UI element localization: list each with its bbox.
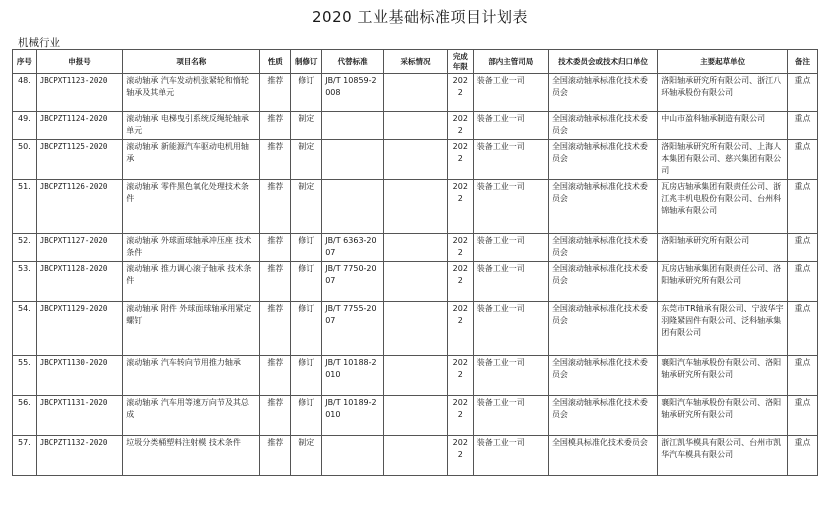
cell-revision: 制定 — [291, 112, 322, 140]
cell-replaced-standard — [322, 436, 384, 476]
cell-project-name: 滚动轴承 外球面球轴承冲压座 技术条件 — [123, 234, 260, 262]
cell-revision: 制定 — [291, 436, 322, 476]
cell-completion-year: 2022 — [447, 74, 473, 112]
cell-committee: 全国滚动轴承标准化技术委员会 — [548, 356, 657, 396]
cell-remarks: 重点 — [788, 436, 818, 476]
cell-adoption — [384, 112, 448, 140]
cell-replaced-standard: JB/T 7750-2007 — [322, 262, 384, 302]
cell-remarks: 重点 — [788, 302, 818, 356]
cell-index: 57. — [13, 436, 37, 476]
table-row — [13, 234, 818, 262]
cell-remarks: 重点 — [788, 112, 818, 140]
cell-remarks: 重点 — [788, 180, 818, 234]
cell-project-name: 垃圾分类桶塑料注射模 技术条件 — [123, 436, 260, 476]
cell-nature: 推荐 — [260, 396, 291, 436]
cell-nature: 推荐 — [260, 74, 291, 112]
cell-adoption — [384, 302, 448, 356]
cell-replaced-standard: JB/T 6363-2007 — [322, 234, 384, 262]
cell-replaced-standard — [322, 140, 384, 180]
cell-authority: 装备工业一司 — [473, 234, 548, 262]
cell-nature: 推荐 — [260, 180, 291, 234]
cell-remarks: 重点 — [788, 396, 818, 436]
cell-committee: 全国滚动轴承标准化技术委员会 — [548, 262, 657, 302]
header-remarks: 备注 — [788, 50, 818, 74]
cell-drafting-units: 浙江凯华模具有限公司、台州市凯华汽车模具有限公司 — [658, 436, 788, 476]
sector-label: 机械行业 — [18, 37, 60, 49]
cell-index: 53. — [13, 262, 37, 302]
cell-adoption — [384, 180, 448, 234]
cell-index: 54. — [13, 302, 37, 356]
cell-remarks: 重点 — [788, 262, 818, 302]
cell-nature: 推荐 — [260, 302, 291, 356]
cell-project-name: 滚动轴承 汽车转向节用推力轴承 — [123, 356, 260, 396]
cell-application-no: JBCPXT1131-2020 — [36, 396, 123, 436]
cell-authority: 装备工业一司 — [473, 396, 548, 436]
cell-application-no: JBCPXT1128-2020 — [36, 262, 123, 302]
cell-committee: 全国滚动轴承标准化技术委员会 — [548, 396, 657, 436]
cell-revision: 修订 — [291, 234, 322, 262]
cell-drafting-units: 洛阳轴承研究所有限公司 — [658, 234, 788, 262]
cell-adoption — [384, 234, 448, 262]
table-row — [13, 302, 818, 356]
cell-project-name: 滚动轴承 汽车发动机张紧轮和惰轮轴承及其单元 — [123, 74, 260, 112]
cell-drafting-units: 襄阳汽车轴承股份有限公司、洛阳轴承研究所有限公司 — [658, 356, 788, 396]
cell-nature: 推荐 — [260, 112, 291, 140]
cell-authority: 装备工业一司 — [473, 262, 548, 302]
header-project-name: 项目名称 — [123, 50, 260, 74]
header-adoption: 采标情况 — [384, 50, 448, 74]
cell-adoption — [384, 262, 448, 302]
cell-application-no: JBCPZT1126-2020 — [36, 180, 123, 234]
cell-application-no: JBCPZT1124-2020 — [36, 112, 123, 140]
cell-revision: 修订 — [291, 74, 322, 112]
cell-adoption — [384, 356, 448, 396]
cell-application-no: JBCPXT1129-2020 — [36, 302, 123, 356]
cell-committee: 全国滚动轴承标准化技术委员会 — [548, 112, 657, 140]
cell-committee: 全国模具标准化技术委员会 — [548, 436, 657, 476]
cell-replaced-standard — [322, 180, 384, 234]
cell-completion-year: 2022 — [447, 396, 473, 436]
table-row — [13, 356, 818, 396]
cell-project-name: 滚动轴承 零件黑色氧化处理技术条件 — [123, 180, 260, 234]
cell-replaced-standard: JB/T 10859-2008 — [322, 74, 384, 112]
cell-replaced-standard: JB/T 7755-2007 — [322, 302, 384, 356]
cell-application-no: JBCPZT1125-2020 — [36, 140, 123, 180]
cell-authority: 装备工业一司 — [473, 302, 548, 356]
cell-project-name: 滚动轴承 汽车用等速万向节及其总成 — [123, 396, 260, 436]
cell-project-name: 滚动轴承 附件 外球面球轴承用紧定螺钉 — [123, 302, 260, 356]
cell-project-name: 滚动轴承 推力调心滚子轴承 技术条件 — [123, 262, 260, 302]
cell-application-no: JBCPZT1132-2020 — [36, 436, 123, 476]
cell-adoption — [384, 396, 448, 436]
cell-revision: 修订 — [291, 356, 322, 396]
cell-completion-year: 2022 — [447, 140, 473, 180]
cell-drafting-units: 瓦房店轴承集团有限责任公司、洛阳轴承研究所有限公司 — [658, 262, 788, 302]
cell-index: 49. — [13, 112, 37, 140]
cell-drafting-units: 东莞市TR轴承有限公司、宁波华宇羽隆紧固件有限公司、泛科轴承集团有限公司 — [658, 302, 788, 356]
cell-replaced-standard — [322, 112, 384, 140]
cell-index: 55. — [13, 356, 37, 396]
cell-authority: 装备工业一司 — [473, 112, 548, 140]
cell-completion-year: 2022 — [447, 356, 473, 396]
cell-drafting-units: 襄阳汽车轴承股份有限公司、洛阳轴承研究所有限公司 — [658, 396, 788, 436]
cell-project-name: 滚动轴承 电梯曳引系统反绳轮轴承单元 — [123, 112, 260, 140]
cell-authority: 装备工业一司 — [473, 356, 548, 396]
cell-drafting-units: 洛阳轴承研究所有限公司、浙江八环轴承股份有限公司 — [658, 74, 788, 112]
header-application-no: 申报号 — [36, 50, 123, 74]
cell-completion-year: 2022 — [447, 180, 473, 234]
cell-completion-year: 2022 — [447, 262, 473, 302]
cell-authority: 装备工业一司 — [473, 140, 548, 180]
cell-nature: 推荐 — [260, 436, 291, 476]
cell-adoption — [384, 140, 448, 180]
table-header-row — [13, 50, 818, 74]
table-row — [13, 180, 818, 234]
cell-adoption — [384, 74, 448, 112]
cell-committee: 全国滚动轴承标准化技术委员会 — [548, 74, 657, 112]
cell-committee: 全国滚动轴承标准化技术委员会 — [548, 140, 657, 180]
table-row — [13, 74, 818, 112]
cell-remarks: 重点 — [788, 356, 818, 396]
cell-revision: 修订 — [291, 262, 322, 302]
cell-replaced-standard: JB/T 10189-2010 — [322, 396, 384, 436]
cell-index: 51. — [13, 180, 37, 234]
cell-index: 48. — [13, 74, 37, 112]
cell-application-no: JBCPXT1127-2020 — [36, 234, 123, 262]
cell-drafting-units: 洛阳轴承研究所有限公司、上海人本集团有限公司、慈兴集团有限公司 — [658, 140, 788, 180]
cell-committee: 全国滚动轴承标准化技术委员会 — [548, 180, 657, 234]
cell-revision: 制定 — [291, 140, 322, 180]
cell-drafting-units: 瓦房店轴承集团有限责任公司、浙江兆丰机电股份有限公司、台州科锦轴承有限公司 — [658, 180, 788, 234]
cell-revision: 修订 — [291, 302, 322, 356]
document-title: 2020 工业基础标准项目计划表 — [312, 8, 528, 26]
cell-remarks: 重点 — [788, 234, 818, 262]
cell-index: 50. — [13, 140, 37, 180]
cell-nature: 推荐 — [260, 356, 291, 396]
cell-completion-year: 2022 — [447, 234, 473, 262]
cell-authority: 装备工业一司 — [473, 180, 548, 234]
cell-application-no: JBCPXT1123-2020 — [36, 74, 123, 112]
table-row — [13, 436, 818, 476]
cell-remarks: 重点 — [788, 140, 818, 180]
header-replaced-standard: 代替标准 — [322, 50, 384, 74]
cell-completion-year: 2022 — [447, 302, 473, 356]
cell-revision: 制定 — [291, 180, 322, 234]
header-authority: 部内主管司局 — [473, 50, 548, 74]
header-drafting-units: 主要起草单位 — [658, 50, 788, 74]
cell-committee: 全国滚动轴承标准化技术委员会 — [548, 234, 657, 262]
cell-completion-year: 2022 — [447, 436, 473, 476]
cell-revision: 修订 — [291, 396, 322, 436]
table-row — [13, 140, 818, 180]
table-row — [13, 262, 818, 302]
header-revision: 制修订 — [291, 50, 322, 74]
header-committee: 技术委员会或技术归口单位 — [548, 50, 657, 74]
table-row — [13, 396, 818, 436]
cell-project-name: 滚动轴承 新能源汽车驱动电机用轴承 — [123, 140, 260, 180]
header-completion-year: 完成年限 — [447, 50, 473, 74]
header-index: 序号 — [13, 50, 37, 74]
cell-remarks: 重点 — [788, 74, 818, 112]
cell-authority: 装备工业一司 — [473, 436, 548, 476]
cell-nature: 推荐 — [260, 262, 291, 302]
header-nature: 性质 — [260, 50, 291, 74]
cell-nature: 推荐 — [260, 234, 291, 262]
cell-authority: 装备工业一司 — [473, 74, 548, 112]
cell-index: 52. — [13, 234, 37, 262]
cell-adoption — [384, 436, 448, 476]
standards-plan-table — [12, 49, 818, 476]
cell-index: 56. — [13, 396, 37, 436]
table-row — [13, 112, 818, 140]
cell-application-no: JBCPXT1130-2020 — [36, 356, 123, 396]
cell-committee: 全国滚动轴承标准化技术委员会 — [548, 302, 657, 356]
cell-drafting-units: 中山市盈科轴承制造有限公司 — [658, 112, 788, 140]
cell-replaced-standard: JB/T 10188-2010 — [322, 356, 384, 396]
cell-completion-year: 2022 — [447, 112, 473, 140]
cell-nature: 推荐 — [260, 140, 291, 180]
